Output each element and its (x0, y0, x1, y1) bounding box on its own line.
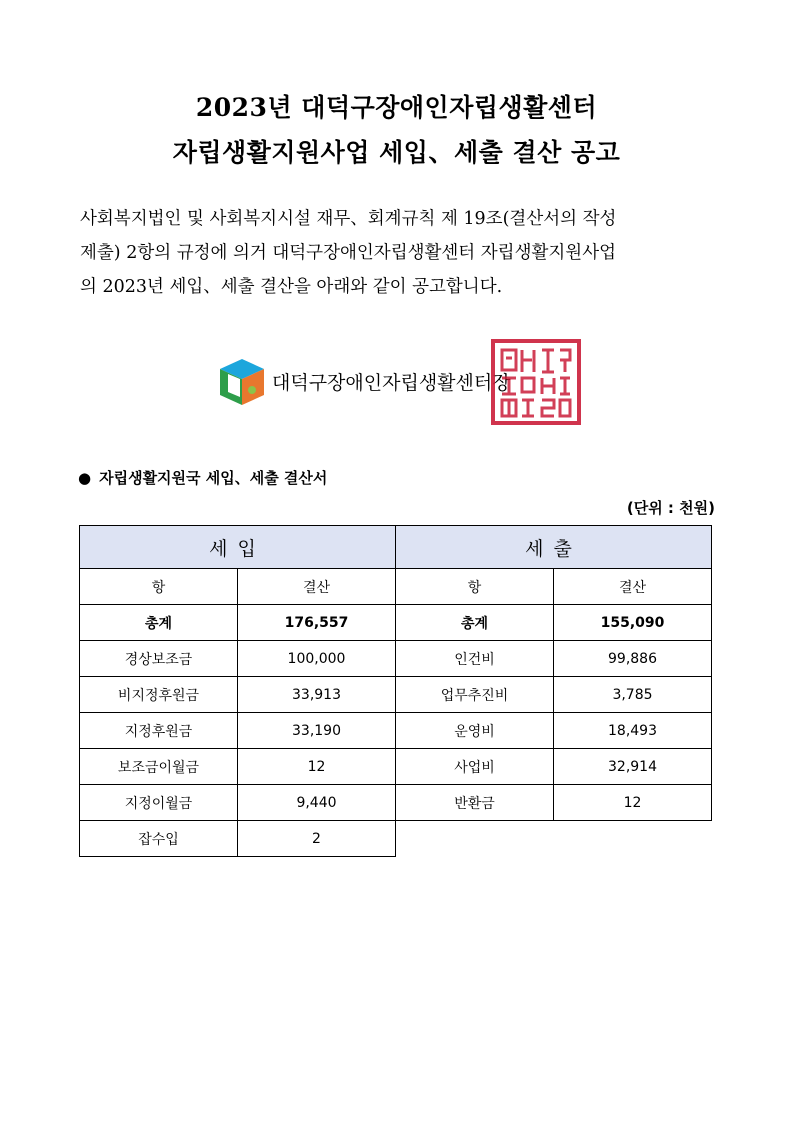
table-row (80, 713, 712, 749)
expense-item: 반환금 (396, 785, 554, 821)
budget-table (79, 525, 712, 857)
income-item: 경상보조금 (80, 641, 238, 677)
expense-value: 32,914 (554, 749, 712, 785)
table-header-row (80, 526, 712, 569)
expense-header: 세출 (396, 526, 712, 569)
income-value: 100,000 (238, 641, 396, 677)
income-value: 33,913 (238, 677, 396, 713)
income-item: 지정후원금 (80, 713, 238, 749)
intro-line: 사회복지법인 및 사회복지시설 재무、회계규칙 제 19조(결산서의 작성 (80, 209, 617, 229)
income-value: 9,440 (238, 785, 396, 821)
income-header: 세입 (80, 526, 396, 569)
bullet-icon: ● (78, 469, 92, 487)
section-title: 자립생활지원국 세입、세출 결산서 (99, 469, 328, 487)
expense-value: 99,886 (554, 641, 712, 677)
expense-value: 12 (554, 785, 712, 821)
table-total-row (80, 605, 712, 641)
center-logo-icon (218, 357, 266, 407)
expense-value: 18,493 (554, 713, 712, 749)
expense-total-value: 155,090 (554, 605, 712, 641)
income-total-label: 총계 (80, 605, 238, 641)
income-item: 비지정후원금 (80, 677, 238, 713)
expense-amount-column-header: 결산 (554, 569, 712, 605)
organization-name: 대덕구장애인자립생활센터장 (272, 372, 511, 394)
section-heading (78, 467, 327, 488)
income-value: 12 (238, 749, 396, 785)
table-row (80, 821, 712, 857)
expense-item: 인건비 (396, 641, 554, 677)
expense-item: 업무추진비 (396, 677, 554, 713)
intro-paragraph (80, 202, 715, 304)
expense-item: 운영비 (396, 713, 554, 749)
table-subheader-row (80, 569, 712, 605)
income-value: 2 (238, 821, 396, 857)
income-item: 지정이월금 (80, 785, 238, 821)
unit-label: (단위 : 천원) (626, 499, 715, 517)
income-value: 33,190 (238, 713, 396, 749)
expense-item: 사업비 (396, 749, 554, 785)
intro-line: 제출) 2항의 규정에 의거 대덕구장애인자립생활센터 자립생활지원사업 (80, 243, 617, 263)
intro-line: 의 2023년 세입、세출 결산을 아래와 같이 공고합니다. (80, 277, 503, 297)
income-total-value: 176,557 (238, 605, 396, 641)
table-row (80, 749, 712, 785)
expense-total-label: 총계 (396, 605, 554, 641)
official-seal-stamp (490, 338, 582, 426)
empty-cell (396, 821, 712, 857)
organization-signature (218, 355, 598, 425)
income-item: 잡수입 (80, 821, 238, 857)
table-row (80, 677, 712, 713)
income-amount-column-header: 결산 (238, 569, 396, 605)
table-row (80, 641, 712, 677)
expense-item-column-header: 항 (396, 569, 554, 605)
income-item: 보조금이월금 (80, 749, 238, 785)
expense-value: 3,785 (554, 677, 712, 713)
document-title-line1: 2023년 대덕구장애인자립생활센터 (195, 93, 598, 122)
table-row (80, 785, 712, 821)
document-title-line2: 자립생활지원사업 세입、세출 결산 공고 (172, 138, 621, 167)
income-item-column-header: 항 (80, 569, 238, 605)
